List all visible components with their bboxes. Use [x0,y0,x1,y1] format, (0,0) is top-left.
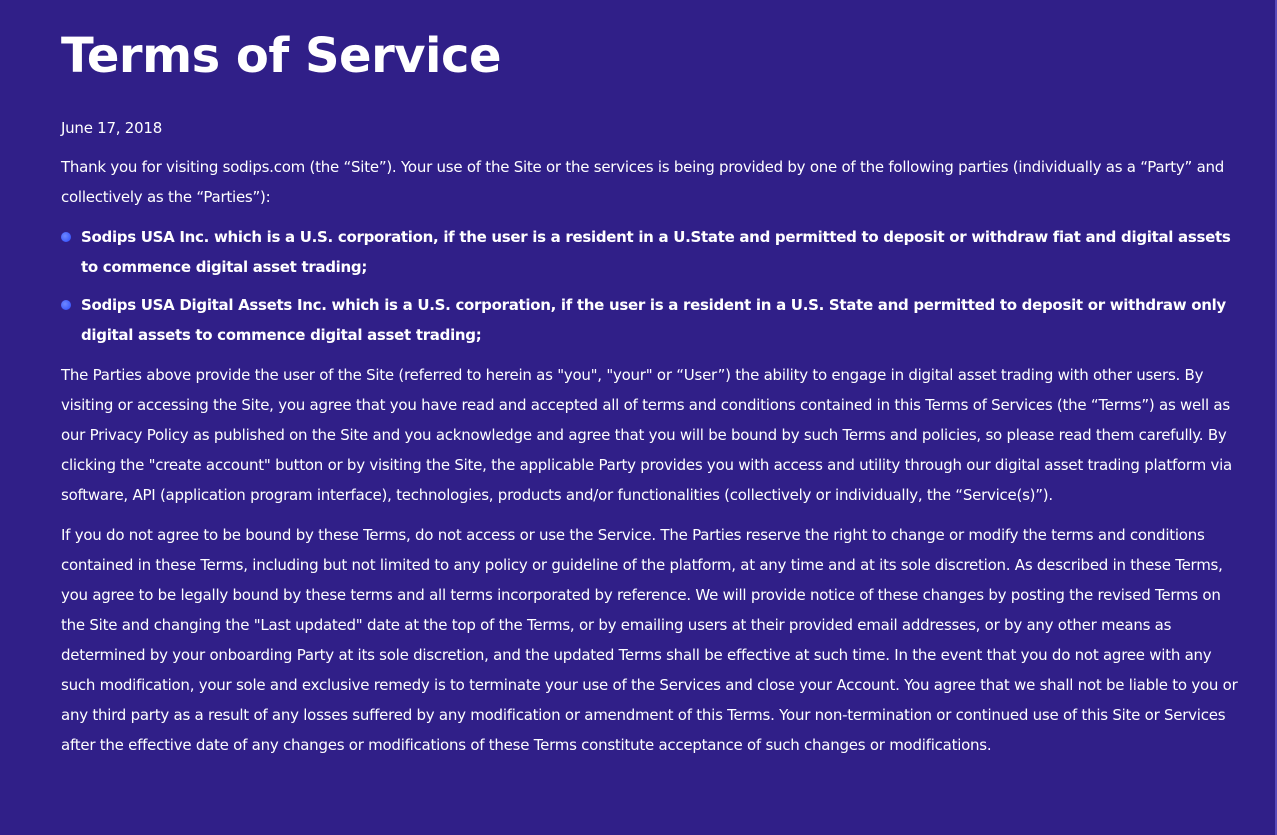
intro-paragraph: Thank you for visiting sodips.com (the “Site”). Your use of the Site or the services is being provided by one of the following parties (individually as a “Party” and collectively as the “Parties”): [61,158,1225,206]
party-text: Sodips USA Inc. which is a U.S. corporation, if the user is a resident in a U.State and permitted to deposit or withdraw fiat and digital assets to commence digital asset trading; [81,228,1231,276]
bullet-dot-icon [61,232,71,242]
terms-body [61,114,1241,770]
terms-date: June 17, 2018 [61,119,162,137]
terms-paragraph: The Parties above provide the user of the Site (referred to herein as "you", "your" or “User”) the ability to engage in digital asset trading with other users. By visiting or accessing the Site, you agree that you have read and accepted all of terms and conditions contained in this Terms of Services (the “Terms”) as well as our Privacy Policy as published on the Site and you acknowledge and agree that you will be bound by such Terms and policies, so please read them carefully. By clicking the "create account" button or by visiting the Site, the applicable Party provides you with access and utility through our digital asset trading platform via software, API (application program interface), technologies, products and/or functionalities (collectively or individually, the “Service(s)”). [61,366,1232,504]
page-title: Terms of Service [61,28,502,84]
terms-paragraph: If you do not agree to be bound by these Terms, do not access or use the Service. The Parties reserve the right to change or modify the terms and conditions contained in these Terms, including but not limited to any policy or guideline of the platform, at any time and at its sole discretion. As described in these Terms, you agree to be legally bound by these terms and all terms incorporated by reference. We will provide notice of these changes by posting the revised Terms on the Site and changing the "Last updated" date at the top of the Terms, or by emailing users at their provided email addresses, or by any other means as determined by your onboarding Party at its sole discretion, and the updated Terms shall be effective at such time. In the event that you do not agree with any such modification, your sole and exclusive remedy is to terminate your use of the Services and close your Account. You agree that we shall not be liable to you or any third party as a result of any losses suffered by any modification or amendment of this Terms. Your non-termination or continued use of this Site or Services after the effective date of any changes or modifications of these Terms constitute acceptance of such changes or modifications. [61,526,1238,754]
list-item [61,222,1241,282]
bullet-dot-icon [61,300,71,310]
list-item [61,290,1241,350]
parties-list [61,222,1241,350]
party-text: Sodips USA Digital Assets Inc. which is a U.S. corporation, if the user is a resident in a U.S. State and permitted to deposit or withdraw only digital assets to commence digital asset trading; [81,296,1226,344]
